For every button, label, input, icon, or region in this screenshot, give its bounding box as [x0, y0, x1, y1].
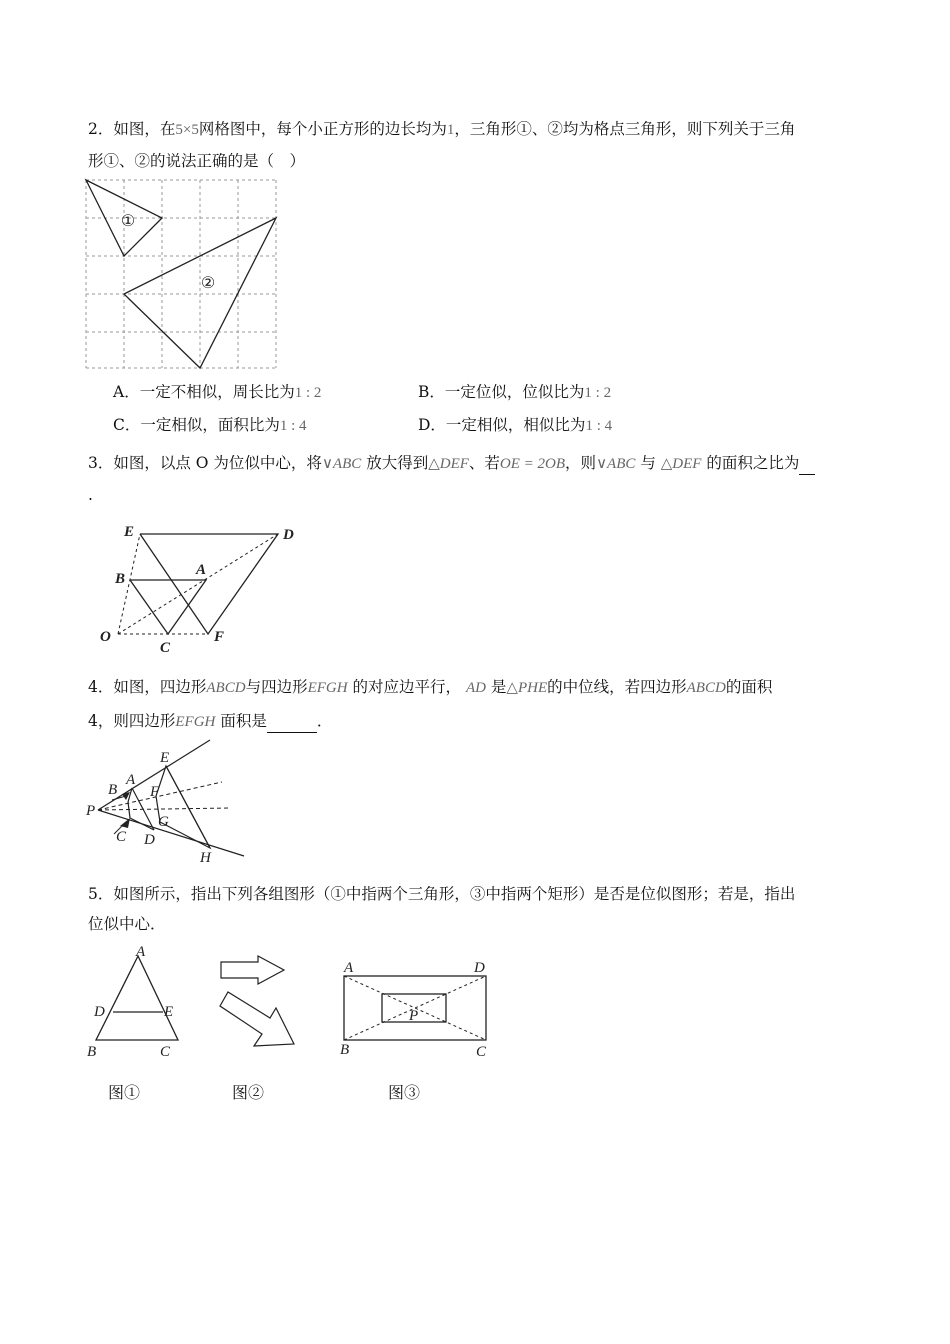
- option-b-ratio: 1 : 2: [584, 385, 612, 401]
- label-O: O: [100, 629, 111, 645]
- q4-abcd: ABCD: [206, 680, 246, 696]
- q3-abc-2: ∨ABC: [596, 456, 636, 472]
- q2-number: 2．: [88, 120, 114, 138]
- q4-phe: △PHE: [506, 680, 548, 696]
- q4-abcd-2: ABCD: [686, 680, 726, 696]
- label-C: C: [476, 1044, 487, 1060]
- label-P: P: [409, 1008, 419, 1024]
- q3-equation: OE = 2OB: [499, 456, 566, 472]
- q3-text-6: 的面积之比为: [706, 454, 800, 472]
- q4-efgh: EFGH: [307, 680, 348, 696]
- option-a-ratio: 1 : 2: [294, 385, 322, 401]
- large-arrow: [220, 992, 294, 1046]
- q2-text-2: 网格图中，每个小正方形的边长均为: [198, 120, 447, 138]
- label-D: D: [283, 527, 294, 543]
- q5-number: 5．: [88, 885, 114, 903]
- label-E: E: [124, 524, 135, 540]
- q2-option-b[interactable]: [418, 381, 611, 404]
- label-C: C: [116, 829, 127, 845]
- label-D: D: [94, 1004, 105, 1020]
- q4-text-3: 的对应边平行，: [352, 678, 462, 696]
- q3-figure: [96, 520, 306, 655]
- triangle-def: [140, 534, 278, 634]
- q5-text-1: 如图所示，指出下列各组图形（①中指两个三角形，③中指两个矩形）是否是位似图形；若是，指出: [113, 885, 796, 903]
- q4-figure: [86, 738, 248, 866]
- q5-fig3: [336, 956, 496, 1060]
- label-A: A: [136, 944, 146, 960]
- q4-text-1: 如图，四边形: [113, 678, 207, 696]
- fig1-caption: 图①: [108, 1083, 141, 1102]
- fig2-caption: 图②: [232, 1083, 265, 1102]
- label-B: B: [108, 782, 118, 798]
- q2-option-d[interactable]: [418, 414, 612, 437]
- triangle-abc: [130, 580, 206, 634]
- q4-line2-text-c: ．: [316, 712, 333, 730]
- q4-ad: AD: [465, 680, 486, 696]
- label-D: D: [144, 832, 155, 848]
- label-E: E: [160, 750, 170, 766]
- label-C: C: [160, 640, 171, 656]
- q4-line2-text-a: 4，则四边形: [88, 712, 176, 730]
- q5-fig2: [212, 952, 302, 1052]
- label-H: H: [200, 850, 211, 866]
- label-E: E: [164, 1004, 174, 1020]
- q5-line-2: 位似中心．: [88, 915, 166, 933]
- q2-grid-size: 5×5: [175, 122, 199, 138]
- quad-efgh: [156, 766, 210, 848]
- q3-line-2: .: [88, 486, 93, 504]
- q4-text-6: 的面积: [725, 678, 773, 696]
- q3-def: △DEF: [428, 456, 469, 472]
- q3-number: 3．: [88, 454, 114, 472]
- q2-line-2: 形①、②的说法正确的是（ ）: [88, 152, 306, 170]
- label-D: D: [474, 960, 485, 976]
- q4-text-2: 与四边形: [245, 678, 308, 696]
- q3-text-5: 与: [640, 454, 656, 472]
- q5-fig1: [86, 942, 186, 1062]
- label-A: A: [126, 772, 136, 788]
- option-c-ratio: 1 : 4: [279, 418, 307, 434]
- option-d-text: D．一定相似，相似比为: [418, 416, 586, 434]
- q2-one: 1: [446, 122, 455, 138]
- q3-abc: ∨ABC: [321, 456, 362, 472]
- q4-line-1: [88, 676, 772, 699]
- q4-text-4: 是: [490, 678, 507, 696]
- option-c-text: C．一定相似，面积比为: [113, 416, 280, 434]
- large-triangle: [96, 956, 178, 1040]
- q5-line-1: [88, 883, 795, 905]
- q2-option-c[interactable]: [113, 414, 307, 437]
- triangle-1-label: ①: [120, 213, 136, 230]
- label-B: B: [340, 1042, 350, 1058]
- label-A: A: [344, 960, 354, 976]
- q3-text-2: 放大得到: [366, 454, 429, 472]
- q4-text-5: 的中位线，若四边形: [547, 678, 687, 696]
- q4-efgh-2: EFGH: [175, 714, 216, 730]
- label-G: G: [158, 814, 169, 830]
- triangle-2-label: ②: [200, 275, 216, 292]
- label-C: C: [160, 1044, 171, 1060]
- q3-text-4: ，则: [565, 454, 597, 472]
- q3-text-3: 、若: [468, 454, 500, 472]
- label-A: A: [196, 562, 207, 578]
- q3-answer-blank[interactable]: [799, 452, 815, 475]
- label-F: F: [150, 784, 160, 800]
- fig3-caption: 图③: [388, 1083, 421, 1102]
- label-B: B: [115, 571, 126, 587]
- q3-text-1: 如图，以点 O 为位似中心，将: [113, 454, 322, 472]
- label-F: F: [214, 629, 225, 645]
- label-B: B: [87, 1044, 97, 1060]
- option-b-text: B．一定位似，位似比为: [418, 383, 585, 401]
- option-a-text: A．一定不相似，周长比为: [113, 383, 295, 401]
- small-arrow: [221, 956, 284, 984]
- q4-answer-blank[interactable]: [267, 710, 317, 733]
- q2-option-a[interactable]: [113, 381, 321, 404]
- option-d-ratio: 1 : 4: [585, 418, 613, 434]
- q4-line2-text-b: 面积是: [220, 712, 267, 730]
- q4-number: 4．: [88, 678, 114, 696]
- q3-line-1: [88, 452, 815, 475]
- q2-grid-figure: [86, 180, 278, 370]
- q2-text-3: ，三角形①、②均为格点三角形，则下列关于三角: [454, 120, 796, 138]
- q4-line-2: [88, 710, 332, 733]
- q2-text-1: 如图，在: [113, 120, 176, 138]
- q2-line-1: [88, 118, 795, 141]
- q3-def-2: △DEF: [660, 456, 702, 472]
- label-P: P: [86, 803, 96, 819]
